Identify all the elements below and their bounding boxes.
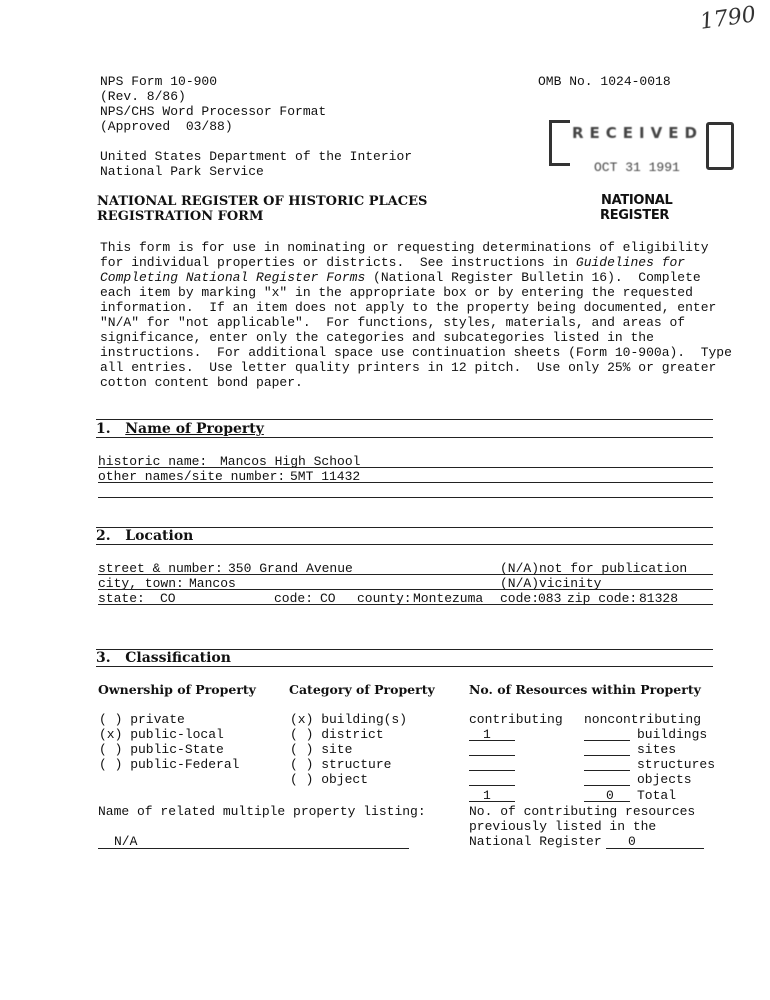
instructions-line: instructions. For additional space use continuation sheets (Form 10-900a). Type bbox=[100, 345, 732, 360]
noncontributing-objects-line bbox=[584, 785, 630, 786]
noncontributing-structures-line bbox=[584, 770, 630, 771]
county-label: county: bbox=[357, 591, 412, 606]
category-site[interactable]: ( ) site bbox=[290, 742, 353, 757]
form-approved: (Approved 03/88) bbox=[100, 119, 233, 134]
related-listing-label: Name of related multiple property listing: bbox=[98, 804, 426, 819]
not-for-publication[interactable]: (N/A)not for publication bbox=[500, 561, 688, 576]
resource-type-buildings: buildings bbox=[637, 727, 708, 742]
vicinity[interactable]: (N/A)vicinity bbox=[500, 576, 602, 591]
county-code-value[interactable]: 083 bbox=[538, 591, 562, 606]
section1-heading-rule bbox=[96, 437, 713, 438]
ownership-heading: Ownership of Property bbox=[98, 682, 256, 697]
resource-type-sites: sites bbox=[637, 742, 677, 757]
form-number: NPS Form 10-900 bbox=[100, 74, 218, 89]
omb-number: OMB No. 1024-0018 bbox=[538, 74, 671, 89]
form-subtitle: REGISTRATION FORM bbox=[97, 209, 264, 224]
stamp-bracket-right bbox=[706, 122, 734, 170]
related-listing-value[interactable]: N/A bbox=[114, 834, 138, 849]
city-label: city, town: bbox=[98, 576, 184, 591]
section1-top-rule bbox=[96, 419, 713, 420]
noncontributing-total-line bbox=[584, 801, 630, 802]
section3-heading-rule bbox=[96, 666, 713, 667]
previously-listed-value[interactable]: 0 bbox=[628, 834, 636, 849]
historic-name-value[interactable]: Mancos High School bbox=[220, 454, 361, 469]
contributing-buildings[interactable]: 1 bbox=[483, 727, 491, 742]
previously-listed-line bbox=[606, 848, 704, 849]
previously-listed-line2: previously listed in the bbox=[469, 819, 657, 834]
noncontributing-buildings-line bbox=[584, 740, 630, 741]
street-value[interactable]: 350 Grand Avenue bbox=[228, 561, 353, 576]
agency-service: National Park Service bbox=[100, 164, 264, 179]
zip-value[interactable]: 81328 bbox=[639, 591, 679, 606]
resource-type-structures: structures bbox=[637, 757, 716, 772]
other-names-label: other names/site number: bbox=[98, 469, 286, 484]
category-structure[interactable]: ( ) structure bbox=[290, 757, 392, 772]
stamp-register: REGISTER bbox=[600, 208, 670, 223]
county-code-label: code: bbox=[500, 591, 540, 606]
state-value[interactable]: CO bbox=[160, 591, 176, 606]
instructions-line: each item by marking "x" in the appropriate box or by entering the requested bbox=[100, 285, 693, 300]
category-object[interactable]: ( ) object bbox=[290, 772, 369, 787]
category-district[interactable]: ( ) district bbox=[290, 727, 384, 742]
form-revision: (Rev. 8/86) bbox=[100, 89, 186, 104]
stamp-bracket-left bbox=[549, 120, 570, 166]
instructions-line: all entries. Use letter quality printers in 12 pitch. Use only 25% or greater bbox=[100, 360, 717, 375]
instructions-line: for individual properties or districts. See instructions in Guidelines for bbox=[100, 255, 686, 270]
instructions-line: cotton content bond paper. bbox=[100, 375, 303, 390]
zip-label: zip code: bbox=[567, 591, 638, 606]
historic-name-line bbox=[98, 467, 713, 468]
stamp-received: RECEIVED bbox=[572, 124, 703, 142]
contributing-structures-line bbox=[469, 770, 515, 771]
noncontributing-label: noncontributing bbox=[584, 712, 702, 727]
ownership-public-local[interactable]: (x) public-local bbox=[99, 727, 224, 742]
instructions-paragraph bbox=[100, 240, 732, 390]
resource-type-objects: objects bbox=[637, 772, 692, 787]
form-title: NATIONAL REGISTER OF HISTORIC PLACES bbox=[97, 194, 428, 209]
contributing-total-line bbox=[469, 801, 515, 802]
other-names-line bbox=[98, 482, 713, 483]
instructions-line: information. If an item does not apply to the property being documented, enter bbox=[100, 300, 717, 315]
county-value[interactable]: Montezuma bbox=[413, 591, 484, 606]
noncontributing-sites-line bbox=[584, 755, 630, 756]
noncontributing-total[interactable]: 0 bbox=[606, 788, 614, 803]
section2-heading-rule bbox=[96, 544, 713, 545]
state-code-label: code: bbox=[274, 591, 314, 606]
city-value[interactable]: Mancos bbox=[189, 576, 236, 591]
instructions-line: This form is for use in nominating or requesting determinations of eligibility bbox=[100, 240, 709, 255]
related-listing-line bbox=[98, 848, 409, 849]
resource-type-total: Total bbox=[637, 788, 677, 803]
stamp-national: NATIONAL bbox=[601, 193, 673, 208]
state-code-value[interactable]: CO bbox=[320, 591, 336, 606]
previously-listed-line3: National Register bbox=[469, 834, 602, 849]
stamp-date: OCT 31 1991 bbox=[594, 160, 680, 175]
instructions-line: Completing National Register Forms (National Register Bulletin 16). Complete bbox=[100, 270, 701, 285]
city-line bbox=[98, 589, 713, 590]
contributing-label: contributing bbox=[469, 712, 563, 727]
contributing-total[interactable]: 1 bbox=[483, 788, 491, 803]
street-line bbox=[98, 574, 713, 575]
contributing-objects-line bbox=[469, 785, 515, 786]
section2-heading: 2. Location bbox=[96, 528, 194, 544]
instructions-line: significance, enter only the categories and subcategories listed in the bbox=[100, 330, 654, 345]
section3-heading: 3. Classification bbox=[96, 650, 231, 666]
historic-name-label: historic name: bbox=[98, 454, 208, 469]
agency-department: United States Department of the Interior bbox=[100, 149, 413, 164]
section1-heading: 1. Name of Property bbox=[96, 421, 264, 437]
handwritten-number: 1790 bbox=[698, 2, 758, 35]
previously-listed-line1: No. of contributing resources bbox=[469, 804, 696, 819]
ownership-public-state[interactable]: ( ) public-State bbox=[99, 742, 224, 757]
street-label: street & number: bbox=[98, 561, 223, 576]
other-names-value[interactable]: 5MT 11432 bbox=[290, 469, 361, 484]
category-heading: Category of Property bbox=[289, 682, 435, 697]
ownership-private[interactable]: ( ) private bbox=[99, 712, 185, 727]
instructions-line: "N/A" for "not applicable". For functions, styles, materials, and areas of bbox=[100, 315, 686, 330]
ownership-public-federal[interactable]: ( ) public-Federal bbox=[99, 757, 240, 772]
state-label: state: bbox=[98, 591, 145, 606]
section1-blank-line bbox=[98, 497, 713, 498]
category-buildings[interactable]: (x) building(s) bbox=[290, 712, 408, 727]
resources-heading: No. of Resources within Property bbox=[469, 682, 701, 697]
state-line bbox=[98, 604, 713, 605]
contributing-sites-line bbox=[469, 755, 515, 756]
form-format: NPS/CHS Word Processor Format bbox=[100, 104, 327, 119]
contributing-buildings-line bbox=[469, 740, 515, 741]
